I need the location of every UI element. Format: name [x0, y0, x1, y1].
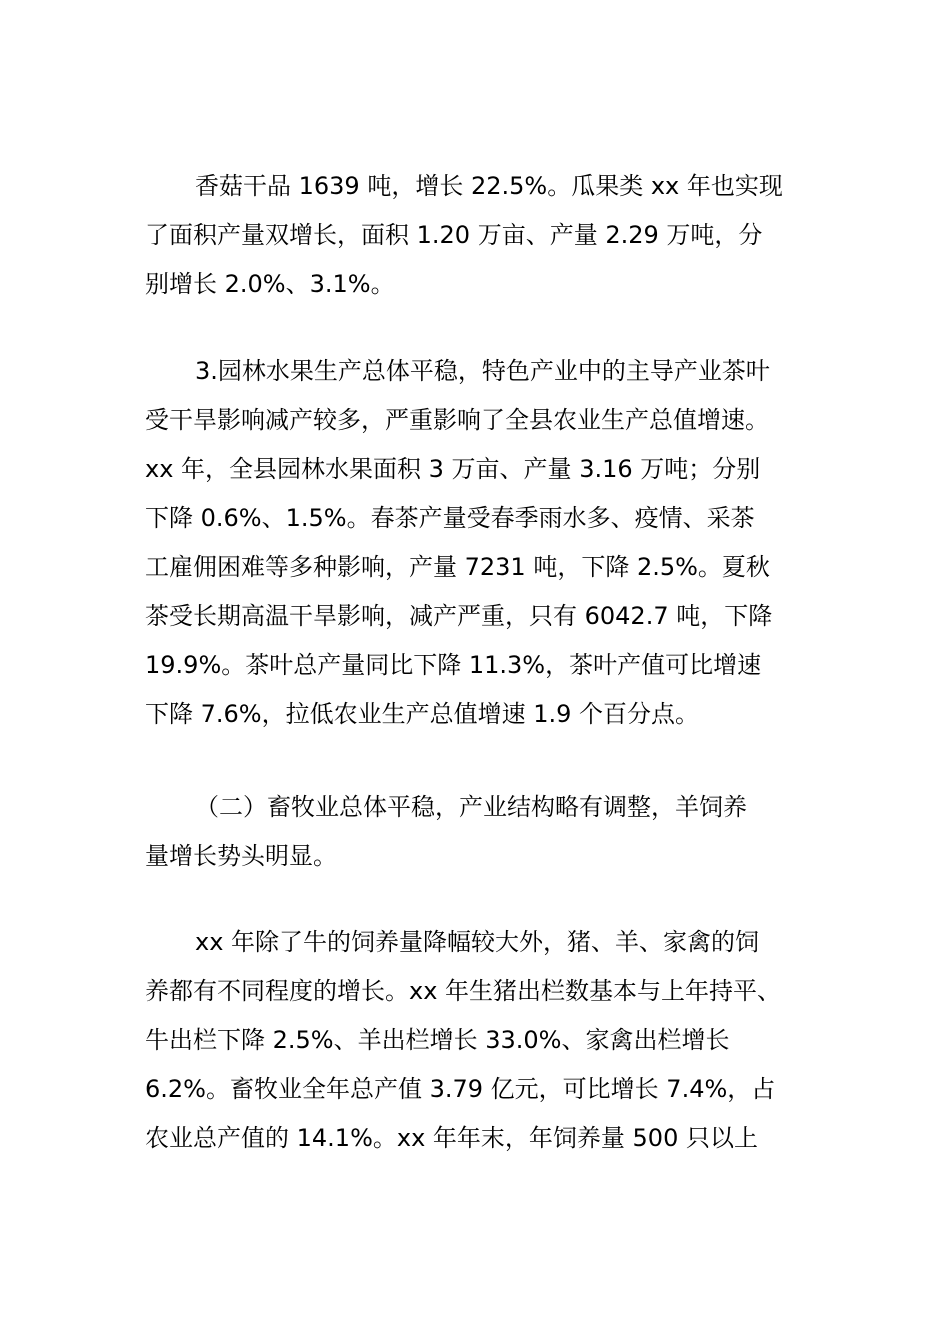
paragraph-livestock-detail: [145, 918, 815, 1163]
paragraph-line: 下降 7.6%，拉低农业生产总值增速 1.9 个百分点。: [145, 700, 700, 728]
paragraph-line: 别增长 2.0%、3.1%。: [145, 270, 395, 298]
paragraph-line: 养都有不同程度的增长。xx 年生猪出栏数基本与上年持平、: [145, 977, 782, 1005]
paragraph-mushroom-melon: [145, 162, 815, 309]
paragraph-line: 受干旱影响减产较多，严重影响了全县农业生产总值增速。: [145, 406, 769, 434]
paragraph-line: 香菇干品 1639 吨，增长 22.5%。瓜果类 xx 年也实现: [195, 172, 783, 200]
paragraph-line: 牛出栏下降 2.5%、羊出栏增长 33.0%、家禽出栏增长: [145, 1026, 730, 1054]
paragraph-line: 19.9%。茶叶总产量同比下降 11.3%，茶叶产值可比增速: [145, 651, 762, 679]
paragraph-line: 农业总产值的 14.1%。xx 年年末，年饲养量 500 只以上: [145, 1124, 758, 1152]
paragraph-line: 茶受长期高温干旱影响，减产严重，只有 6042.7 吨，下降: [145, 602, 773, 630]
paragraph-line: 下降 0.6%、1.5%。春茶产量受春季雨水多、疫情、采茶: [145, 504, 755, 532]
paragraph-line: 了面积产量双增长，面积 1.20 万亩、产量 2.29 万吨，分: [145, 221, 763, 249]
paragraph-line: 工雇佣困难等多种影响，产量 7231 吨，下降 2.5%。夏秋: [145, 553, 770, 581]
paragraph-line: 3.园林水果生产总体平稳，特色产业中的主导产业茶叶: [195, 357, 770, 385]
paragraph-line: 6.2%。畜牧业全年总产值 3.79 亿元，可比增长 7.4%，占: [145, 1075, 776, 1103]
paragraph-fruit-tea: [145, 347, 815, 739]
paragraph-line: xx 年除了牛的饲养量降幅较大外，猪、羊、家禽的饲: [195, 928, 760, 956]
paragraph-livestock-heading: [145, 783, 815, 881]
paragraph-line: xx 年，全县园林水果面积 3 万亩、产量 3.16 万吨；分别: [145, 455, 761, 483]
paragraph-line: 量增长势头明显。: [145, 842, 337, 870]
paragraph-line: （二）畜牧业总体平稳，产业结构略有调整，羊饲养: [195, 793, 747, 821]
